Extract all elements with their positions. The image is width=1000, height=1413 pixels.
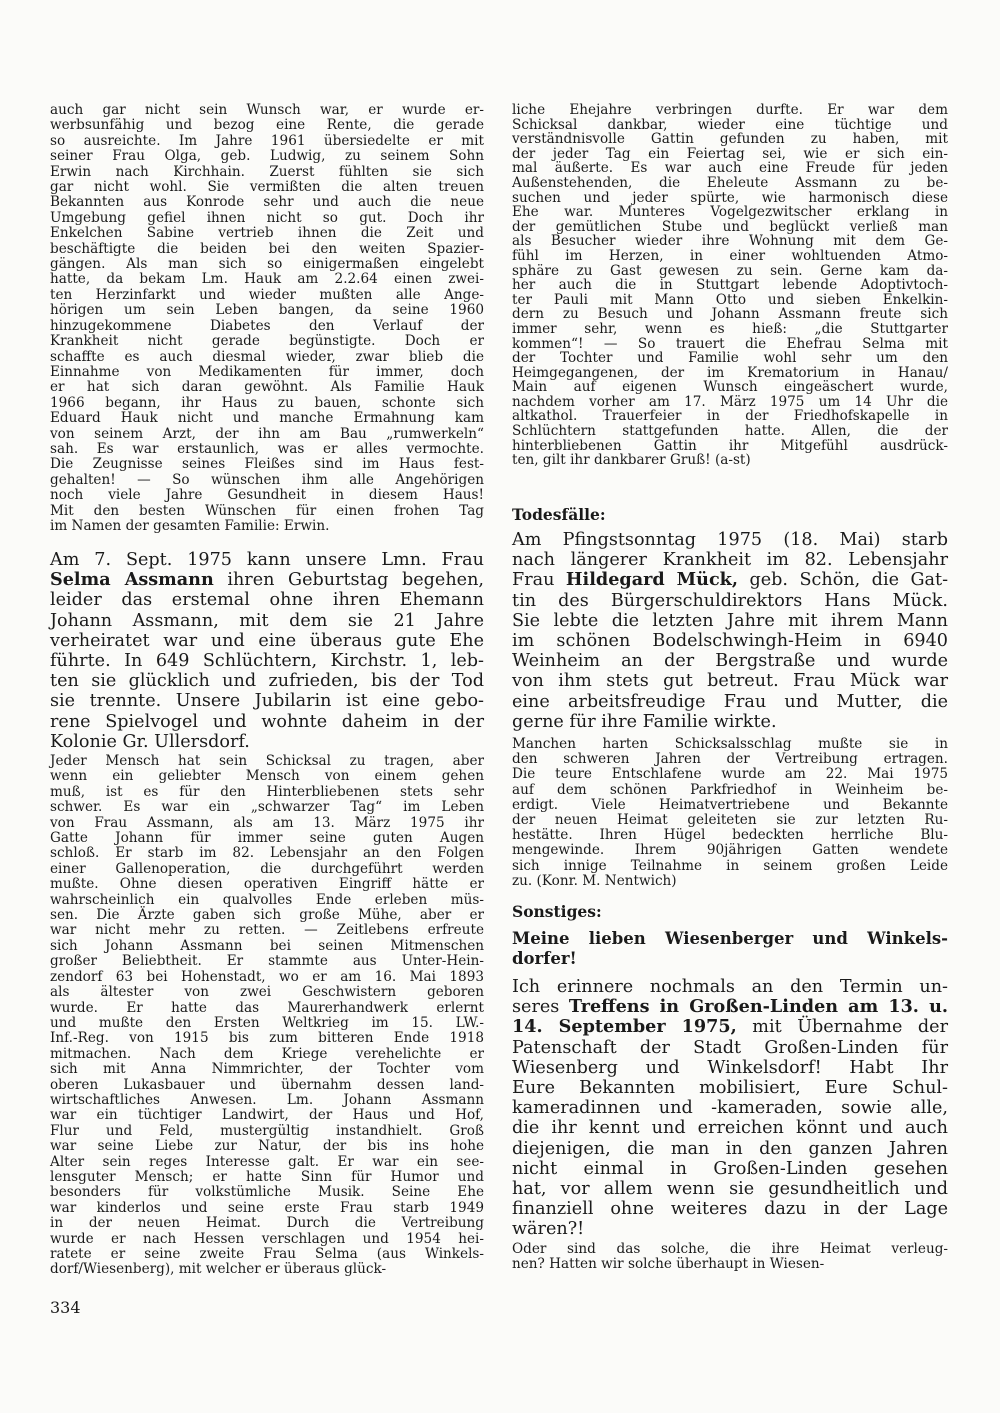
text-segment: rene Spielvogel und wohnte daheim in der bbox=[50, 711, 484, 732]
text-line bbox=[512, 631, 948, 651]
text-segment: zendorf 63 bei Hohenstadt, wo er am 16. Mai 1893 bbox=[50, 968, 484, 985]
text-line bbox=[50, 1185, 484, 1200]
text-line bbox=[50, 149, 484, 164]
text-segment: im schönen Bodelschwingh-Heim in 6940 bbox=[512, 631, 948, 652]
text-line bbox=[512, 161, 948, 176]
text-line bbox=[512, 1199, 948, 1219]
text-segment: der gemütlichen Stube und beglückt verließ man bbox=[512, 218, 948, 235]
text-line bbox=[512, 1242, 948, 1257]
text-segment: altkathol. Trauerfeier in der Friedhofskapelle in bbox=[512, 408, 948, 425]
text-line bbox=[512, 409, 948, 424]
text-segment: hinterbliebenen Gattin ihr Mitgefühl ausdrück- bbox=[512, 437, 948, 454]
text-line bbox=[50, 272, 484, 287]
text-line bbox=[512, 132, 948, 147]
text-segment: wurde. Er hatte das Maurerhandwerk erlernt bbox=[50, 999, 484, 1016]
text-line bbox=[512, 1219, 948, 1239]
text-line bbox=[512, 737, 948, 752]
text-line bbox=[50, 1247, 484, 1262]
text-segment: Gatte Johann für immer seine guten Augen bbox=[50, 830, 484, 847]
text-line bbox=[512, 380, 948, 395]
text-line bbox=[512, 351, 948, 366]
text-line bbox=[50, 103, 484, 118]
text-segment: Umgebung gefiel ihnen nicht so gut. Doch ihr bbox=[50, 209, 484, 226]
text-segment: war ein tüchtiger Landwirt, der Haus und Hof, bbox=[50, 1107, 484, 1124]
text-line bbox=[50, 970, 484, 985]
text-segment: sah. Es war erstaunlich, was er alles vermochte. bbox=[50, 440, 484, 457]
text-line bbox=[512, 220, 948, 235]
text-line bbox=[50, 1232, 484, 1247]
text-segment: seiner Frau Olga, geb. Ludwig, zu seinem Sohn bbox=[50, 148, 484, 165]
text-line bbox=[50, 1031, 484, 1046]
text-segment: wären?! bbox=[512, 1219, 585, 1240]
text-line bbox=[50, 242, 484, 257]
text-line bbox=[512, 366, 948, 381]
text-line bbox=[50, 816, 484, 831]
assmann-birthday-notice bbox=[50, 550, 484, 752]
text-segment: Die teure Entschlafene wurde am 22. Mai 1975 bbox=[512, 766, 948, 783]
text-line bbox=[50, 334, 484, 349]
text-segment: er hat sich daran gewöhnt. Als Familie Hauk bbox=[50, 379, 484, 396]
text-line bbox=[50, 590, 484, 610]
text-line bbox=[512, 828, 948, 843]
bold-name: Selma Assmann bbox=[50, 569, 214, 591]
text-line bbox=[50, 1124, 484, 1139]
text-segment: ihren Geburtstag begehen, bbox=[213, 570, 484, 591]
text-line bbox=[512, 671, 948, 691]
text-segment: der neuen Heimat geleiteten sie zur letzten Ru- bbox=[512, 812, 948, 829]
text-segment: war nicht mehr zu retten. — Zeitlebens erfreute bbox=[50, 922, 484, 939]
mueck-death-notice bbox=[512, 530, 948, 732]
text-segment: Krankheit nicht gerade begünstigte. Doch er bbox=[50, 333, 484, 350]
text-segment: Patenschaft der Stadt Großen-Linden für bbox=[512, 1037, 948, 1058]
text-segment: hörigen um sein Leben bangen, da seine 1960 bbox=[50, 302, 484, 319]
text-line bbox=[50, 611, 484, 631]
text-line bbox=[50, 785, 484, 800]
text-segment: fühl im Herzen, in einer wohltuenden Atmo- bbox=[512, 247, 948, 264]
text-segment: Schlüchtern stattgefunden hatte. Allen, die der bbox=[512, 423, 948, 440]
hauk-article-continuation bbox=[50, 103, 484, 534]
text-segment: diejenigen, die man in den ganzen Jahren bbox=[512, 1138, 948, 1159]
text-line bbox=[50, 732, 484, 752]
text-segment: eine arbeitsfreudige Frau und Mutter, die bbox=[512, 691, 948, 712]
text-line bbox=[50, 570, 484, 590]
text-segment: seres bbox=[512, 997, 569, 1018]
text-line bbox=[50, 457, 484, 472]
text-line bbox=[50, 211, 484, 226]
text-line bbox=[50, 1016, 484, 1031]
text-segment: beschäftigte die beiden bei den weiten Spazier- bbox=[50, 240, 484, 257]
text-line bbox=[512, 550, 948, 570]
text-segment: dorfer! bbox=[512, 949, 577, 968]
text-segment: nach längerer Krankheit im 82. Lebensjahr bbox=[512, 550, 948, 571]
text-line bbox=[50, 1201, 484, 1216]
text-segment: kameradinnen und -kameraden, sowie alle, bbox=[512, 1098, 948, 1119]
text-line bbox=[512, 118, 948, 133]
text-segment: der Tochter und Familie wohl sehr um den bbox=[512, 350, 948, 367]
text-segment: Eure Bekannten mobilisiert, Eure Schul- bbox=[512, 1078, 948, 1099]
text-segment: gehalten! — So wünschen ihm alle Angehörigen bbox=[50, 471, 484, 488]
text-line bbox=[512, 1159, 948, 1179]
text-line bbox=[50, 1078, 484, 1093]
text-segment: mal äußerte. Es war auch eine Freude für jeden bbox=[512, 160, 948, 177]
text-segment: mußte. Ohne diesen operativen Eingriff hätte er bbox=[50, 876, 484, 893]
text-segment: geb. Schön, die Gat- bbox=[737, 570, 949, 591]
text-line bbox=[50, 939, 484, 954]
text-line bbox=[512, 997, 948, 1017]
text-line bbox=[512, 1257, 948, 1272]
text-segment: führte. In 649 Schlüchtern, Kirchstr. 1, leb- bbox=[50, 651, 484, 672]
text-line bbox=[50, 712, 484, 732]
text-line bbox=[512, 570, 948, 590]
text-line bbox=[50, 473, 484, 488]
text-segment: Schicksal dankbar, wieder eine tüchtige und bbox=[512, 116, 948, 133]
text-line bbox=[50, 923, 484, 938]
text-segment: verheiratet war und eine überaus gute Ehe bbox=[50, 630, 484, 651]
text-segment: schwer. Es war ein „schwarzer Tag“ im Leben bbox=[50, 799, 484, 816]
text-line bbox=[50, 1262, 484, 1277]
text-segment: von Frau Assmann, als am 13. März 1975 ihr bbox=[50, 814, 484, 831]
text-line bbox=[512, 798, 948, 813]
text-line bbox=[50, 1062, 484, 1077]
text-line bbox=[512, 439, 948, 454]
text-segment: hat, vor allem wenn sie gesundheitlich und bbox=[512, 1179, 948, 1200]
text-segment: nen? Hatten wir solche überhaupt in Wiesen- bbox=[512, 1256, 825, 1273]
text-segment: Erwin nach Kirchhain. Zuerst fühlten sie sich bbox=[50, 163, 484, 180]
section-heading-sonstiges: Sonstiges: bbox=[512, 902, 602, 921]
text-line bbox=[512, 1078, 948, 1098]
text-segment: Flur und Feld, mustergültig instandhielt. Groß bbox=[50, 1122, 484, 1139]
text-line bbox=[50, 226, 484, 241]
text-segment: ten Herzinfarkt und wieder mußten alle Ange- bbox=[50, 286, 484, 303]
text-segment: ten sie glücklich und zufrieden, bis der Tod bbox=[50, 671, 484, 692]
text-line bbox=[50, 831, 484, 846]
text-line bbox=[50, 1139, 484, 1154]
text-line bbox=[50, 504, 484, 519]
text-segment: Enkelchen Sabine vertrieb ihnen die Zeit und bbox=[50, 225, 484, 242]
text-line bbox=[512, 278, 948, 293]
text-segment: dorf/Wiesenberg), mit welcher er überaus glück- bbox=[50, 1261, 387, 1278]
text-segment: Bekannten aus Konrode sehr und auch die neue bbox=[50, 194, 484, 211]
text-segment: Mit den besten Wünschen für einen frohen Tag bbox=[50, 502, 484, 519]
text-line bbox=[50, 846, 484, 861]
text-segment: Eduard Hauk nicht und manche Ermahnung kam bbox=[50, 410, 484, 427]
text-line bbox=[50, 1047, 484, 1062]
text-segment: suchen und jeder spürte, wie harmonisch diese bbox=[512, 189, 948, 206]
text-segment: und mußte den Ersten Weltkrieg im 15. LW.- bbox=[50, 1014, 484, 1031]
text-line bbox=[50, 1108, 484, 1123]
text-segment: von ihm stets gut betreut. Frau Mück war bbox=[512, 671, 948, 692]
page-number: 334 bbox=[50, 1298, 81, 1317]
text-line bbox=[50, 1093, 484, 1108]
text-line bbox=[512, 767, 948, 782]
text-line bbox=[512, 1058, 948, 1078]
text-segment: noch viele Jahre Gesundheit in diesem Haus! bbox=[50, 487, 484, 504]
text-segment: war seine Liebe zur Natur, der bis ins hohe bbox=[50, 1138, 484, 1155]
text-segment: Alter sein reges Interesse galt. Er war ein see- bbox=[50, 1153, 484, 1170]
text-line bbox=[50, 165, 484, 180]
text-line bbox=[512, 874, 948, 889]
text-line bbox=[512, 293, 948, 308]
text-segment: besonders für volkstümliche Musik. Seine Ehe bbox=[50, 1184, 484, 1201]
text-segment: als Besucher wieder ihre Wohnung mit dem Ge- bbox=[512, 233, 948, 250]
text-segment: einer Gallenoperation, die durchgeführt werden bbox=[50, 860, 484, 877]
text-segment: wurde er nach Hessen verschlagen und 1954 hei- bbox=[50, 1230, 484, 1247]
text-segment: dern zu Besuch und Johann Assmann freute sich bbox=[512, 306, 948, 323]
text-segment: Main auf eigenen Wunsch eingeäschert wurde, bbox=[512, 379, 948, 396]
text-segment: sphäre zu Gast gewesen zu sein. Gerne kam da- bbox=[512, 262, 948, 279]
text-line bbox=[512, 453, 948, 468]
text-segment: gerne für ihre Familie wirkte. bbox=[512, 711, 777, 732]
text-segment: Inf.-Reg. von 1915 bis zum bitteren Ende 1918 bbox=[50, 1030, 484, 1047]
text-segment: mengewinde. Ihrem 90jährigen Gatten wendete bbox=[512, 842, 948, 859]
text-segment: Außenstehenden, die Eheleute Assmann zu be- bbox=[512, 174, 948, 191]
text-line bbox=[50, 985, 484, 1000]
text-line bbox=[50, 800, 484, 815]
text-segment: sen. Die Ärzte gaben sich große Mühe, aber er bbox=[50, 907, 484, 924]
text-line bbox=[50, 954, 484, 969]
bold-name: 14. September 1975, bbox=[512, 1016, 737, 1038]
text-segment: schloß. Er starb im 82. Lebensjahr an den Folgen bbox=[50, 845, 484, 862]
text-line bbox=[50, 1170, 484, 1185]
text-segment: so ausreichte. Im Jahre 1961 übersiedelte er mit bbox=[50, 132, 484, 149]
text-segment: zu. (Konr. M. Nentwich) bbox=[512, 872, 677, 889]
text-line bbox=[50, 427, 484, 442]
text-line bbox=[50, 631, 484, 651]
text-line bbox=[50, 365, 484, 380]
text-segment: mit Übernahme der bbox=[736, 1017, 948, 1038]
text-segment: Am 7. Sept. 1975 kann unsere Lmn. Frau bbox=[50, 550, 484, 570]
bold-name: Hildegard Mück, bbox=[565, 569, 738, 591]
text-line bbox=[50, 350, 484, 365]
text-segment: mitmachen. Nach dem Kriege verehelichte er bbox=[50, 1045, 484, 1062]
text-segment: Weinheim an der Bergstraße und wurde bbox=[512, 651, 948, 672]
text-segment: der jeder Tag ein Feiertag sei, wie er sich ein- bbox=[512, 145, 948, 162]
text-line bbox=[50, 519, 484, 534]
text-line bbox=[50, 651, 484, 671]
text-segment: den schweren Jahren der Vertreibung ertragen. bbox=[512, 751, 948, 768]
text-segment: leider das erstemal ohne ihren Ehemann bbox=[50, 590, 484, 611]
text-line bbox=[50, 195, 484, 210]
text-segment: sich mit Anna Nimmrichter, der Tochter vom bbox=[50, 1061, 484, 1078]
text-segment: ten, gilt ihr dankbarer Gruß! (a-st) bbox=[512, 452, 751, 469]
text-segment: tin des Bürgerschuldirektors Hans Mück. bbox=[512, 590, 948, 611]
text-line bbox=[512, 591, 948, 611]
text-segment: Die Zeugnisse seines Fleißes sind im Haus fest- bbox=[50, 456, 484, 473]
text-line bbox=[512, 712, 948, 732]
text-segment: war kinderlos und seine erste Frau starb 1949 bbox=[50, 1199, 484, 1216]
text-line bbox=[50, 257, 484, 272]
text-segment: sie trennte. Unsere Jubilarin ist eine gebo- bbox=[50, 691, 484, 712]
text-segment: Ehe war. Munteres Vogelgezwitscher erklang in bbox=[512, 204, 948, 221]
meeting-reminder-text bbox=[512, 977, 948, 1240]
text-line bbox=[512, 1179, 948, 1199]
text-line bbox=[50, 319, 484, 334]
text-line bbox=[50, 288, 484, 303]
text-segment: verständnisvolle Gattin gefunden zu haben, mit bbox=[512, 131, 948, 148]
text-segment: immer sehr, wenn es hieß: „die Stuttgarter bbox=[512, 320, 948, 337]
text-segment: Am Pfingstsonntag 1975 (18. Mai) starb bbox=[512, 530, 948, 550]
text-line bbox=[50, 769, 484, 784]
assmann-obituary-continuation bbox=[512, 103, 948, 468]
text-segment: auch gar nicht sein Wunsch war, er wurde er- bbox=[50, 102, 484, 118]
text-line bbox=[512, 234, 948, 249]
text-segment: auf dem schönen Parkfriedhof in Weinheim be- bbox=[512, 781, 948, 798]
article-title-wiesenberger bbox=[512, 929, 948, 969]
text-line bbox=[50, 488, 484, 503]
text-segment: hestätte. Ihren Hügel bedeckten herrliche Blu- bbox=[512, 827, 948, 844]
text-line bbox=[512, 264, 948, 279]
text-segment: von seinem Arzt, der ihn am Bau „rumwerkeln“ bbox=[50, 425, 484, 442]
text-line bbox=[512, 337, 948, 352]
text-segment: hatte, da bekam Lm. Hauk am 2.2.64 einen zwei- bbox=[50, 271, 484, 288]
text-segment: Ich erinnere nochmals an den Termin un- bbox=[512, 977, 948, 997]
text-line bbox=[512, 977, 948, 997]
text-line bbox=[50, 380, 484, 395]
text-segment: werbsunfähig und bezog eine Rente, die gerade bbox=[50, 117, 484, 134]
text-line bbox=[50, 862, 484, 877]
text-line bbox=[512, 1098, 948, 1118]
closing-question-text bbox=[512, 1242, 948, 1273]
text-segment: gängen. Als man sich so einigermaßen eingelebt bbox=[50, 256, 484, 273]
text-segment: Sie lebte die letzten Jahre mit ihrem Mann bbox=[512, 610, 948, 631]
text-line bbox=[512, 692, 948, 712]
text-segment: sich Johann Assmann bei seinen Mitmenschen bbox=[50, 937, 484, 954]
text-line bbox=[512, 843, 948, 858]
text-line bbox=[50, 671, 484, 691]
section-heading-todesfaelle: Todesfälle: bbox=[512, 505, 606, 524]
text-line bbox=[50, 877, 484, 892]
text-line bbox=[512, 813, 948, 828]
text-segment: wahrscheinlich ein qualvolles Ende erleben müs- bbox=[50, 891, 484, 908]
text-line bbox=[50, 550, 484, 570]
bold-name: Treffens in Großen-Linden am 13. u. bbox=[568, 996, 948, 1018]
text-segment: großer Beliebtheit. Er stammte aus Unter-Hein- bbox=[50, 953, 484, 970]
text-segment: Heimgegangenen, der im Krematorium in Hanau/ bbox=[512, 364, 948, 381]
text-segment: erdigt. Viele Heimatvertriebene und Bekannte bbox=[512, 796, 948, 813]
text-segment: Einnahme von Medikamenten für immer, doch bbox=[50, 363, 484, 380]
text-line bbox=[50, 1155, 484, 1170]
text-line bbox=[512, 176, 948, 191]
text-line bbox=[512, 783, 948, 798]
mueck-burial-text bbox=[512, 737, 948, 889]
text-line bbox=[50, 180, 484, 195]
text-segment: Kolonie Gr. Ullersdorf. bbox=[50, 731, 250, 752]
text-segment: schaffte es auch diesmal wieder, zwar blieb die bbox=[50, 348, 484, 365]
text-line bbox=[50, 134, 484, 149]
text-segment: Jeder Mensch hat sein Schicksal zu tragen, aber bbox=[50, 753, 484, 769]
text-line bbox=[512, 1118, 948, 1138]
text-segment: Johann Assmann, mit dem sie 21 Jahre bbox=[50, 610, 484, 631]
text-line bbox=[512, 147, 948, 162]
text-line bbox=[50, 118, 484, 133]
text-line bbox=[512, 752, 948, 767]
text-segment: ter Pauli mit Mann Otto und sieben Enkelkin- bbox=[512, 291, 948, 308]
text-line bbox=[50, 396, 484, 411]
text-line bbox=[512, 249, 948, 264]
text-line bbox=[512, 1038, 948, 1058]
text-line bbox=[50, 303, 484, 318]
text-segment: ratete er seine zweite Frau Selma (aus Winkels- bbox=[50, 1246, 484, 1262]
text-segment: Manchen harten Schicksalsschlag mußte sie in bbox=[512, 736, 948, 752]
text-segment: gar nicht wohl. Sie vermißten die alten treuen bbox=[50, 179, 484, 196]
text-line bbox=[50, 442, 484, 457]
text-line bbox=[512, 651, 948, 671]
text-segment: finanziell ohne weiteres dazu in der Lage bbox=[512, 1199, 948, 1220]
text-line bbox=[512, 949, 948, 969]
text-line bbox=[512, 611, 948, 631]
text-segment: kommen“! — So trauert die Ehefrau Selma mit bbox=[512, 335, 948, 352]
text-segment: nicht einmal in Großen-Linden gesehen bbox=[512, 1158, 948, 1179]
text-segment: als ältester von zwei Geschwistern geboren bbox=[50, 984, 484, 1001]
text-line bbox=[512, 1017, 948, 1037]
text-line bbox=[512, 929, 948, 949]
text-line bbox=[50, 691, 484, 711]
text-segment: hinzugekommene Diabetes den Verlauf der bbox=[50, 317, 484, 334]
text-line bbox=[512, 1139, 948, 1159]
text-segment: nachdem vorher am 17. März 1975 um 14 Uhr die bbox=[512, 393, 948, 410]
text-line bbox=[50, 1001, 484, 1016]
text-segment: wirtschaftliches Anwesen. Lm. Johann Assmann bbox=[50, 1091, 484, 1108]
text-line bbox=[512, 322, 948, 337]
assmann-obituary bbox=[50, 754, 484, 1278]
text-segment: oberen Lukasbauer und übernahm dessen land- bbox=[50, 1076, 484, 1093]
text-line bbox=[512, 395, 948, 410]
text-line bbox=[512, 307, 948, 322]
text-segment: Oder sind das solche, die ihre Heimat verleug- bbox=[512, 1241, 948, 1257]
text-segment: muß, ist es für den Hinterbliebenen stets sehr bbox=[50, 783, 484, 800]
text-segment: im Namen der gesamten Familie: Erwin. bbox=[50, 517, 330, 534]
text-segment: in der neuen Heimat. Durch die Vertreibung bbox=[50, 1215, 484, 1232]
text-segment: sich innige Teilnahme in seinem großen Leide bbox=[512, 857, 948, 874]
text-line bbox=[50, 1216, 484, 1231]
text-line bbox=[50, 754, 484, 769]
text-line bbox=[512, 103, 948, 118]
text-line bbox=[512, 205, 948, 220]
text-segment: her auch die in Stuttgart lebende Adoptivtoch- bbox=[512, 277, 948, 294]
text-segment: Meine lieben Wiesenberger und Winkels- bbox=[512, 929, 948, 948]
text-segment: die ihr kennt und erreichen könnt und auch bbox=[512, 1118, 948, 1139]
text-line bbox=[512, 191, 948, 206]
text-segment: liche Ehejahre verbringen durfte. Er war dem bbox=[512, 102, 948, 118]
text-segment: Wiesenberg und Winkelsdorf! Habt Ihr bbox=[512, 1057, 948, 1078]
text-segment: Frau bbox=[512, 570, 566, 591]
text-segment: lensguter Mensch; er hatte Sinn für Humor und bbox=[50, 1168, 484, 1185]
text-line bbox=[50, 908, 484, 923]
text-line bbox=[50, 411, 484, 426]
text-line bbox=[512, 859, 948, 874]
text-segment: 1966 begann, ihr Haus zu bauen, schonte sich bbox=[50, 394, 484, 411]
text-line bbox=[512, 424, 948, 439]
text-segment: wenn ein geliebter Mensch von einem gehen bbox=[50, 768, 484, 785]
text-line bbox=[512, 530, 948, 550]
text-line bbox=[50, 893, 484, 908]
